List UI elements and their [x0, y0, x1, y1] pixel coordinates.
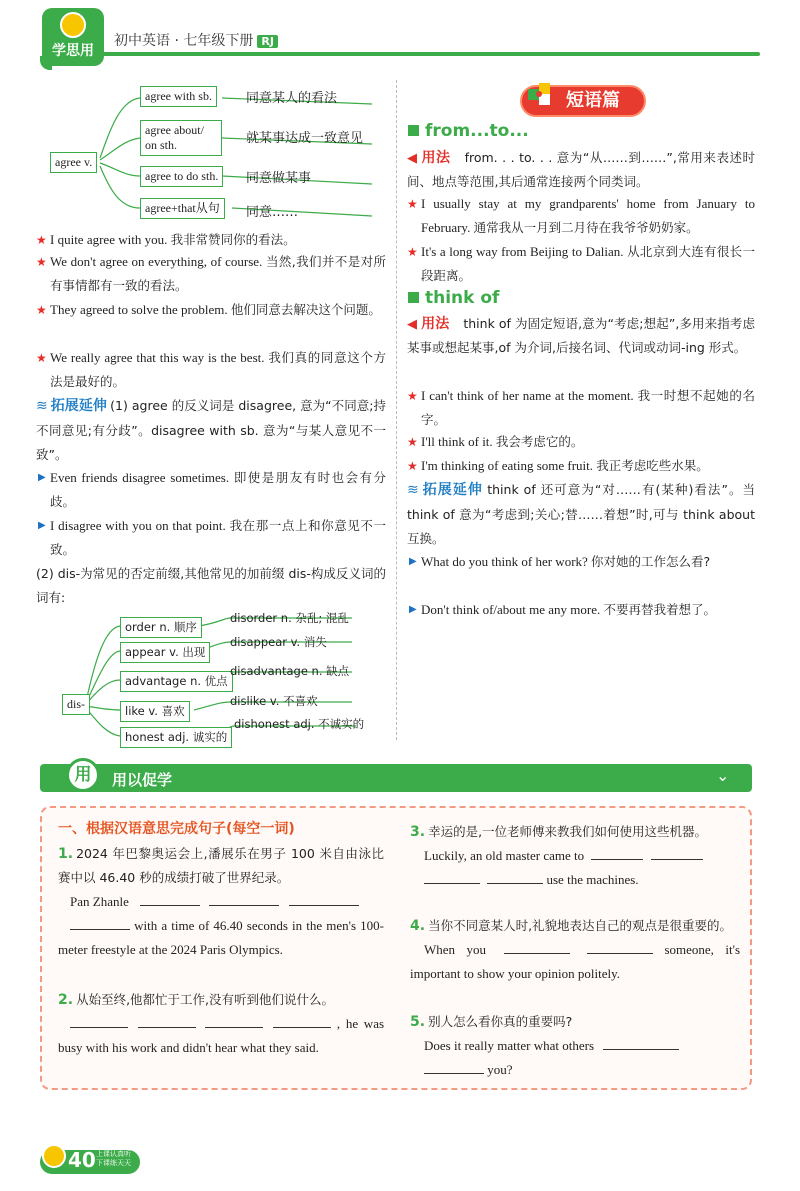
extension-text: (1) agree 的反义词是 disagree, 意为“不同意;持不同意见;有分歧”。disagree with sb. 意为“与某人意见不一致”。: [36, 398, 386, 462]
star-icon: ★: [407, 197, 418, 211]
answer-blank[interactable]: [205, 1014, 263, 1028]
answer-blank[interactable]: [209, 892, 279, 906]
example-en: Don't think of/about me any more.: [421, 602, 601, 617]
wifi-icon: ≋: [36, 399, 48, 414]
example-cn: 他们同意去解决这个问题。: [230, 302, 381, 317]
from-to-heading: [408, 121, 529, 141]
question-number: 4.: [410, 918, 426, 934]
example-en: Even friends disagree sometimes.: [50, 470, 230, 485]
dis-word-3: advantage n. 优点: [120, 671, 233, 692]
think-of-usage: [407, 312, 755, 360]
agree-phrase-3: agree to do sth.: [140, 166, 223, 187]
think-of-heading: [408, 288, 499, 308]
question-5: [410, 1010, 740, 1082]
star-icon: ★: [36, 351, 47, 365]
answer-blank[interactable]: [70, 916, 130, 930]
answer-blank[interactable]: [424, 870, 480, 884]
answer-blank[interactable]: [140, 892, 200, 906]
question-en-mid: someone, it's important to show your opinion politely.: [410, 942, 741, 981]
question-number: 3.: [410, 824, 426, 840]
question-cn: 2024 年巴黎奥运会上,潘展乐在男子 100 米自由泳比赛中以 46.40 秒的成绩打破了世界纪录。: [58, 846, 384, 885]
extension-text2: (2) dis-为常见的否定前缀,其他常见的加前缀 dis-构成反义词的词有:: [36, 566, 386, 605]
think-of-ext-example-1: [407, 550, 755, 574]
example-cn: 我非常赞同你的看法。: [170, 232, 296, 247]
example-en: I quite agree with you.: [50, 232, 168, 247]
extension-text: think of 还可意为“对……有(某种)看法”。当 think of 意为“考虑到;关心;替……着想”时,可与 think about 互换。: [407, 482, 756, 546]
dis-word-1: order n. 顺序: [120, 617, 202, 638]
question-en-mid: with a time of 46.40 seconds in the men's 100-meter freestyle at the 2024 Paris Olympics.: [58, 918, 384, 957]
dis-derived-1: disorder n. 杂乱; 混乱: [230, 611, 349, 625]
question-1: [58, 842, 384, 962]
from-to-heading-text: from...to...: [425, 121, 529, 141]
example-cn: 我会考虑它的。: [495, 434, 584, 449]
answer-blank[interactable]: [138, 1014, 196, 1028]
example-en: I'll think of it.: [421, 434, 493, 449]
dis-derived-5: dishonest adj. 不诚实的: [234, 717, 365, 731]
example-cn: 即使是朋友有时也会有分歧。: [50, 470, 386, 509]
question-en-end: you?: [487, 1062, 513, 1077]
dis-root: dis-: [62, 694, 90, 715]
think-of-example-2: [407, 430, 755, 454]
usage-text: from. . . to. . . 意为“从……到……”,常用来表述时间、地点等范围,其后通常连接两个同类词。: [407, 150, 756, 189]
dis-derived-4: dislike v. 不喜欢: [230, 694, 318, 708]
example-cn: 我正考虑吃些水果。: [596, 458, 709, 473]
think-of-ext-example-2: [407, 598, 755, 622]
question-en-end: use the machines.: [546, 872, 639, 887]
example-cn: 我一时想不起她的名字。: [421, 388, 755, 427]
phrase-badge: [520, 85, 646, 117]
think-of-heading-text: think of: [425, 288, 500, 308]
banner-icon: 用: [66, 758, 100, 792]
agree-meaning-4: 同意……: [246, 205, 299, 220]
question-en-start: Pan Zhanle: [70, 894, 129, 909]
answer-blank[interactable]: [504, 940, 570, 954]
example-en: What do you think of her work?: [421, 554, 588, 569]
question-cn: 别人怎么看你真的重要吗?: [428, 1014, 573, 1029]
agree-meaning-1: 同意某人的看法: [246, 91, 338, 106]
extension-title: 拓展延伸: [421, 482, 483, 498]
star-icon: ★: [36, 233, 47, 247]
agree-meaning-2: 就某事达成一致意见: [246, 131, 364, 146]
star-icon: ★: [407, 435, 418, 449]
edition-badge: RJ: [257, 35, 278, 48]
answer-blank[interactable]: [289, 892, 359, 906]
logo-text: 学思用: [52, 43, 94, 59]
agree-phrase-4: agree+that从句: [140, 198, 225, 219]
star-icon: ★: [36, 303, 47, 317]
triangle-icon: ▶: [38, 520, 46, 531]
answer-blank[interactable]: [487, 870, 543, 884]
from-to-usage: [407, 146, 755, 194]
agree-root: agree v.: [50, 152, 97, 173]
example-en: I usually stay at my grandparents' home from January to February.: [421, 196, 755, 235]
think-of-extension: [407, 478, 755, 551]
question-cn: 从始至终,他都忙于工作,没有听到他们说什么。: [76, 992, 335, 1007]
example-cn: 我们真的同意这个方法是最好的。: [50, 350, 386, 389]
example-en: I'm thinking of eating some fruit.: [421, 458, 594, 473]
example-cn: 不要再替我着想了。: [603, 602, 717, 617]
triangle-icon: ▶: [409, 556, 417, 567]
answer-blank[interactable]: [587, 940, 653, 954]
answer-blank[interactable]: [591, 846, 643, 860]
think-of-example-1: [407, 384, 755, 432]
example-en: We really agree that this way is the best.: [50, 350, 265, 365]
question-number: 2.: [58, 992, 74, 1008]
example-en: I can't think of her name at the moment.: [421, 388, 634, 403]
example-cn: 我在那一点上和你意见不一致。: [50, 518, 387, 557]
question-3: [410, 820, 740, 892]
puzzle-icon: [526, 81, 554, 109]
example-cn: 当然,我们并不是对所有事情都有一致的看法。: [50, 254, 386, 293]
agree-meaning-3: 同意做某事: [246, 171, 312, 186]
question-number: 1.: [58, 846, 74, 862]
example-en: We don't agree on everything, of course.: [50, 254, 263, 269]
agree-phrase-1: agree with sb.: [140, 86, 217, 107]
star-icon: ★: [407, 245, 418, 259]
square-icon: [408, 292, 419, 303]
exercise-title: 一、根据汉语意思完成句子(每空一词): [58, 821, 295, 837]
star-icon: ★: [407, 459, 418, 473]
think-of-example-3: [407, 454, 755, 478]
example-cn: 你对她的工作怎么看?: [591, 554, 711, 569]
from-to-example-1: [407, 192, 755, 240]
question-4: [410, 914, 740, 986]
dis-derived-2: disappear v. 消失: [230, 635, 327, 649]
answer-blank[interactable]: [70, 1014, 128, 1028]
dis-word-4: like v. 喜欢: [120, 701, 190, 722]
answer-blank[interactable]: [603, 1036, 679, 1050]
agree-phrase-2: agree about/ on sth.: [140, 120, 222, 156]
from-to-example-2: [407, 240, 755, 288]
chevron-down-icon[interactable]: ⌄: [716, 766, 730, 785]
square-icon: [408, 125, 419, 136]
question-en-start: Does it really matter what others: [424, 1038, 595, 1053]
example-cn: 从北京到大连有很长一段距离。: [421, 244, 755, 283]
dis-word-2: appear v. 出现: [120, 642, 210, 663]
paper-plane-icon: ◀: [407, 150, 418, 165]
star-icon: ★: [36, 255, 47, 269]
phrase-badge-label: 短语篇: [566, 90, 620, 111]
wifi-icon: ≋: [407, 483, 419, 498]
answer-blank[interactable]: [273, 1014, 331, 1028]
triangle-icon: ▶: [409, 604, 417, 615]
question-en-start: Luckily, an old master came to: [424, 848, 585, 863]
mascot-icon: [42, 1144, 66, 1168]
paper-plane-icon: ◀: [407, 316, 418, 331]
extension-title: 拓展延伸: [50, 398, 107, 414]
page-motto: 上课认真听 下课练天天: [96, 1150, 131, 1167]
question-cn: 幸运的是,一位老师傅来教我们如何使用这些机器。: [428, 824, 708, 839]
answer-blank[interactable]: [651, 846, 703, 860]
usage-text: think of 为固定短语,意为“考虑;想起”,多用来指考虑某事或想起某事,of 为介词,后接名词、代词或动词-ing 形式。: [407, 316, 755, 355]
page-number: 40: [68, 1148, 96, 1172]
dis-word-5: honest adj. 诚实的: [120, 727, 232, 748]
answer-blank[interactable]: [424, 1060, 484, 1074]
dis-derived-3: disadvantage n. 缺点: [230, 664, 350, 678]
question-en-mid: , he was busy with his work and didn't hear what they said.: [58, 1016, 385, 1055]
banner-title: 用以促学: [112, 771, 173, 789]
triangle-icon: ▶: [38, 472, 46, 483]
book-name: 初中英语 · 七年级下册: [114, 33, 254, 49]
question-number: 5.: [410, 1014, 426, 1030]
example-en: They agreed to solve the problem.: [50, 302, 228, 317]
question-en-start: When you: [424, 942, 487, 957]
question-2: [58, 988, 384, 1060]
example-en: I disagree with you on that point.: [50, 518, 226, 533]
example-cn: 通常我从一月到二月待在我爷爷奶奶家。: [473, 220, 699, 235]
star-icon: ★: [407, 389, 418, 403]
usage-label: 用法: [421, 316, 450, 332]
usage-label: 用法: [421, 150, 451, 166]
question-cn: 当你不同意某人时,礼貌地表达自己的观点是很重要的。: [428, 918, 733, 933]
example-en: It's a long way from Beijing to Dalian.: [421, 244, 624, 259]
